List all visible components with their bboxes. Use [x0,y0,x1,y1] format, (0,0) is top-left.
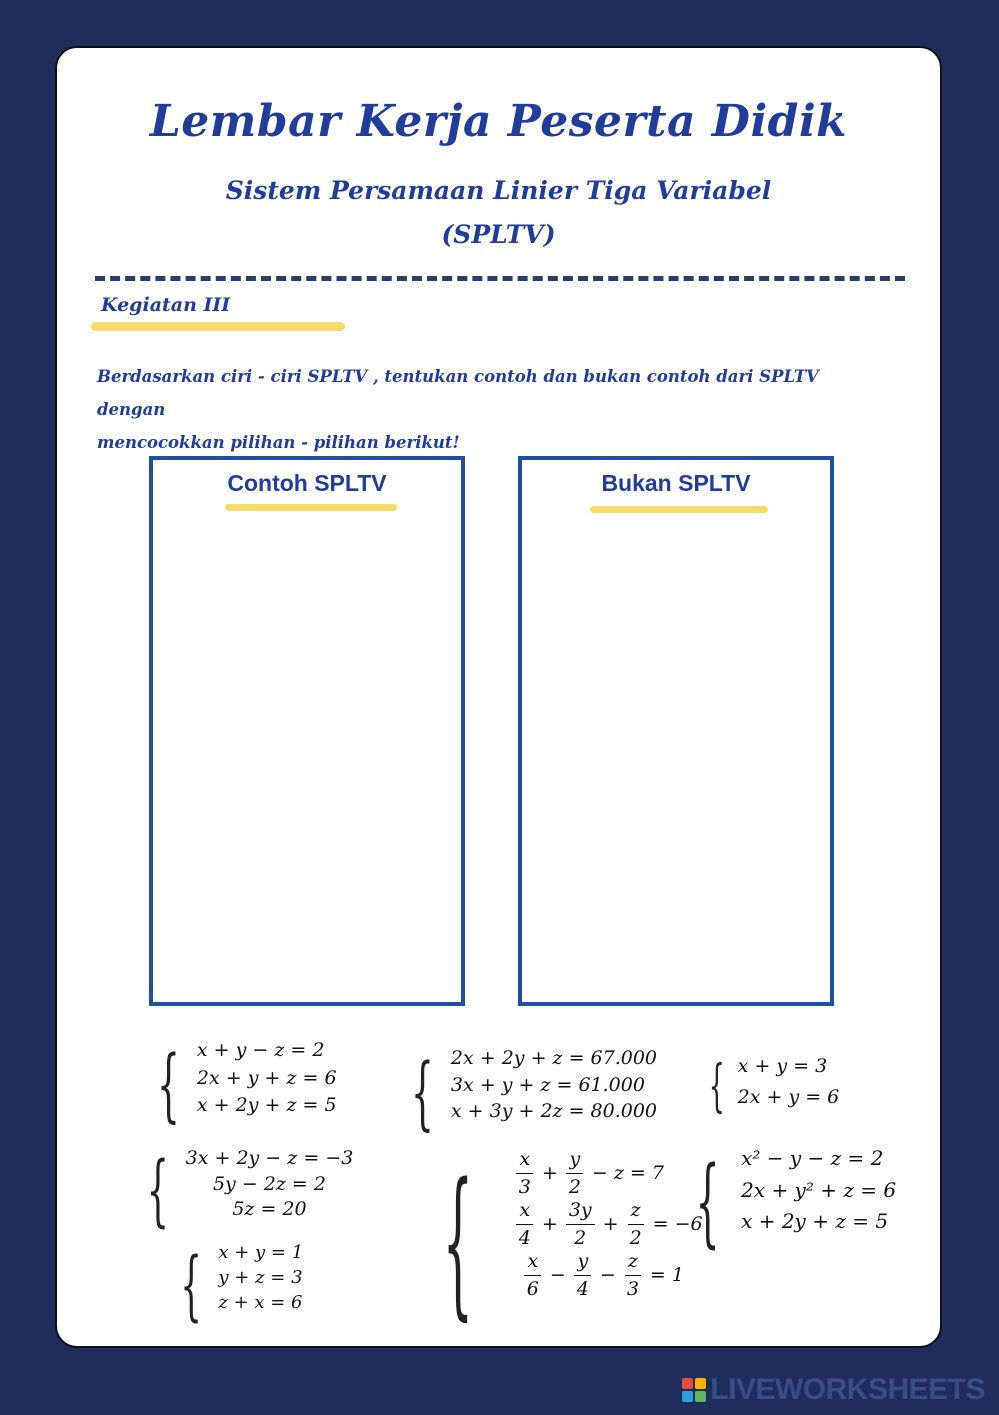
option-eq-3[interactable] [699,1054,839,1119]
equation-line: x + 2y + z = 5 [196,1094,337,1116]
option-eq-5[interactable] [407,1148,703,1335]
page-abbreviation: (SPLTV) [441,220,556,249]
drop-zone-bukan[interactable] [518,456,834,1006]
drop-zone-title: Bukan SPLTV [601,470,751,496]
instruction-text [97,360,857,459]
drop-zone-title: Contoh SPLTV [227,470,387,496]
logo-text: LIVEWORKSHEETS [710,1373,985,1406]
highlight-stroke [91,322,345,331]
brace-icon: { [180,1240,203,1329]
equation-line: 3x + y + z = 61.000 [450,1073,645,1096]
equation-line: x + y − z = 2 [196,1039,325,1061]
equation-line: 5z = 20 [232,1198,307,1220]
liveworksheets-logo [682,1373,985,1407]
brace-icon: { [708,1054,725,1119]
section-label: Kegiatan III [101,294,231,316]
option-eq-1[interactable] [143,1038,337,1131]
brace-icon: { [146,1146,169,1236]
option-eq-4[interactable] [133,1146,353,1236]
equation-line: $\frac{x}{4}$ + $\frac{3y}{2}$ + $\frac{z}{2}$ = −6 [512,1199,703,1249]
option-eq-6[interactable] [677,1146,896,1258]
brace-icon: { [442,1148,474,1335]
equation-line: 3x + 2y − z = −3 [185,1147,354,1169]
brace-icon: { [156,1038,180,1131]
option-eq-7[interactable] [167,1240,303,1329]
page-subtitle: Sistem Persamaan Linier Tiga Variabel [225,176,772,205]
highlight-stroke [590,506,768,513]
brace-icon: { [695,1146,720,1258]
equation-line: $\frac{x}{3}$ + $\frac{y}{2}$ − z = 7 [512,1148,703,1198]
option-eq-2[interactable] [397,1046,657,1139]
equation-line: 2x + y² + z = 6 [741,1177,897,1202]
equation-line: 5y − 2z = 2 [212,1172,326,1195]
highlight-stroke [225,504,397,511]
equation-line: x + 3y + 2z = 80.000 [450,1100,658,1122]
drop-zone-contoh[interactable] [149,456,465,1006]
equation-line: x + y = 1 [218,1242,304,1263]
page-title: Lembar Kerja Peserta Didik [149,96,848,147]
logo-icon [682,1378,706,1402]
equation-line: $\frac{x}{6}$ − $\frac{y}{4}$ − $\frac{z}{3}$ = 1 [512,1250,703,1300]
instruction-line: mencocokkan pilihan - pilihan berikut! [97,433,460,452]
equation-line: 2x + y + z = 6 [196,1066,337,1089]
equation-line: x + 2y + z = 5 [741,1209,889,1233]
equation-line: x² − y − z = 2 [741,1146,884,1170]
equation-line: y + z = 3 [218,1267,303,1288]
worksheet-page [55,46,942,1348]
equation-line: 2x + y = 6 [737,1086,840,1108]
equation-line: 2x + 2y + z = 67.000 [450,1047,658,1069]
dashed-divider [95,276,905,281]
brace-icon: { [410,1046,434,1139]
equation-line: z + x = 6 [218,1292,303,1313]
equation-line: x + y = 3 [737,1055,828,1077]
instruction-line: Berdasarkan ciri - ciri SPLTV , tentukan contoh dan bukan contoh dari SPLTV dengan [97,367,819,419]
